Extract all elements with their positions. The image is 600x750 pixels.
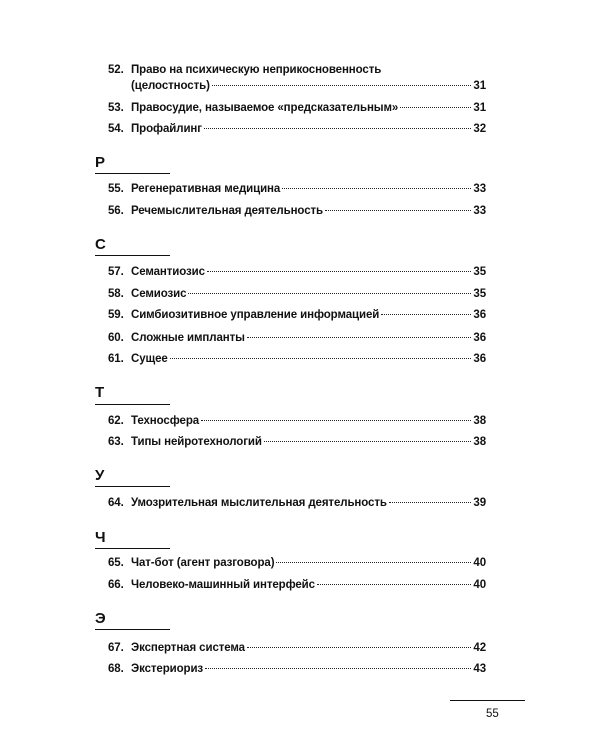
toc-entry-53[interactable] (108, 100, 486, 116)
entry-number: 66. (108, 579, 124, 591)
leader-dots (207, 271, 472, 272)
entry-title: (целостность) (131, 80, 210, 92)
entry-page: 35 (473, 288, 486, 300)
entry-title: Симбиозитивное управление информацией (131, 309, 380, 321)
entry-title: Типы нейротехнологий (131, 436, 262, 448)
entry-number: 62. (108, 415, 124, 427)
entry-page: 36 (473, 309, 486, 321)
section-letter-s: С (95, 236, 106, 253)
entry-title: Экспертная система (131, 642, 245, 654)
leader-dots (204, 128, 471, 129)
entry-number: 63. (108, 436, 124, 448)
leader-dots (212, 85, 472, 86)
section-letter-t: Т (95, 384, 105, 401)
footer-rule (450, 700, 525, 701)
section-rule (95, 404, 170, 405)
entry-page: 36 (473, 332, 486, 344)
entry-title: Правосудие, называемое «предсказательным» (131, 102, 399, 114)
entry-title: Человеко-машинный интерфейс (131, 579, 315, 591)
entry-number: 54. (108, 123, 124, 135)
toc-entry-54[interactable] (108, 121, 486, 137)
section-rule (95, 629, 170, 630)
section-rule (95, 173, 170, 174)
entry-title: Сущее (131, 353, 168, 365)
toc-entry-57[interactable] (108, 264, 486, 280)
leader-dots (282, 188, 471, 189)
entry-page: 43 (473, 663, 486, 675)
leader-dots (276, 562, 471, 563)
entry-number: 58. (108, 288, 124, 300)
toc-entry-65[interactable] (108, 555, 486, 571)
section-letter-ch: Ч (95, 529, 106, 546)
entry-number: 60. (108, 332, 124, 344)
entry-number: 64. (108, 497, 124, 509)
entry-number: 68. (108, 663, 124, 675)
leader-dots (264, 441, 472, 442)
entry-title: Речемыслительная деятельность (131, 205, 323, 217)
entry-page: 31 (473, 80, 486, 92)
entry-number: 53. (108, 102, 124, 114)
section-letter-r: Р (95, 154, 106, 171)
entry-page: 38 (473, 436, 486, 448)
entry-number: 67. (108, 642, 124, 654)
entry-title: Экстериориз (131, 663, 204, 675)
leader-dots (247, 647, 471, 648)
entry-title-line1: Право на психическую неприкосновенность (131, 64, 382, 76)
entry-page: 40 (473, 557, 486, 569)
entry-title: Семантиозис (131, 266, 205, 278)
toc-entry-64[interactable] (108, 495, 486, 511)
entry-number: 65. (108, 557, 124, 569)
leader-dots (205, 668, 471, 669)
toc-entry-63[interactable] (108, 434, 486, 450)
toc-entry-62[interactable] (108, 413, 486, 429)
toc-entry-60[interactable] (108, 330, 486, 346)
entry-title: Техносфера (131, 415, 200, 427)
entry-page: 40 (473, 579, 486, 591)
entry-title: Сложные импланты (131, 332, 245, 344)
toc-entry-58[interactable] (108, 286, 486, 302)
entry-number: 55. (108, 183, 124, 195)
leader-dots (381, 314, 471, 315)
entry-number: 59. (108, 309, 124, 321)
toc-entry-61[interactable] (108, 351, 486, 367)
leader-dots (317, 584, 471, 585)
entry-title: Регенеративная медицина (131, 183, 281, 195)
entry-number: 52. (108, 64, 124, 76)
entry-page: 31 (473, 102, 486, 114)
section-rule (95, 486, 170, 487)
section-rule (95, 548, 170, 549)
section-letter-e: Э (95, 610, 106, 627)
leader-dots (188, 293, 471, 294)
section-rule (95, 255, 170, 256)
entry-page: 39 (473, 497, 486, 509)
toc-entry-68[interactable] (108, 661, 486, 677)
toc-entry-56[interactable] (108, 203, 486, 219)
entry-page: 36 (473, 353, 486, 365)
entry-title: Профайлинг (131, 123, 202, 135)
entry-page: 33 (473, 183, 486, 195)
entry-page: 32 (473, 123, 486, 135)
toc-entry-67[interactable] (108, 640, 486, 656)
leader-dots (389, 502, 472, 503)
toc-entry-55[interactable] (108, 181, 486, 197)
entry-title: Чат-бот (агент разговора) (131, 557, 275, 569)
leader-dots (170, 358, 472, 359)
leader-dots (247, 337, 472, 338)
entry-number: 56. (108, 205, 124, 217)
toc-entry-66[interactable] (108, 577, 486, 593)
entry-number: 61. (108, 353, 124, 365)
leader-dots (325, 210, 471, 211)
leader-dots (400, 107, 471, 108)
entry-title: Умозрительная мыслительная деятельность (131, 497, 387, 509)
entry-title: Семиозис (131, 288, 187, 300)
entry-page: 33 (473, 205, 486, 217)
entry-page: 35 (473, 266, 486, 278)
toc-entry-52[interactable] (108, 62, 486, 94)
entry-page: 38 (473, 415, 486, 427)
page-number: 55 (486, 708, 499, 720)
entry-page: 42 (473, 642, 486, 654)
toc-entry-59[interactable] (108, 307, 486, 323)
leader-dots (201, 420, 471, 421)
entry-number: 57. (108, 266, 124, 278)
section-letter-u: У (95, 467, 105, 484)
